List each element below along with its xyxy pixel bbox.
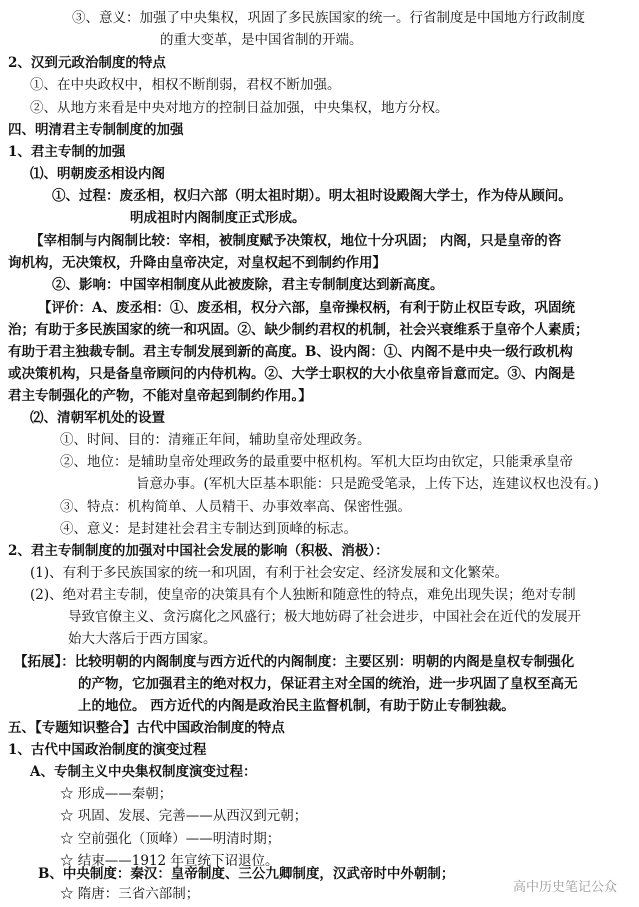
text-line: 君主专制强化的产物，不能对皇帝起到制约作用。】: [8, 388, 312, 404]
text-line: ④、意义：是封建社会君主专制达到顶峰的标志。: [60, 521, 357, 537]
section-heading: 四、明清君主专制制度的加强: [8, 122, 184, 138]
text-line: 上的地位。 西方近代的内阁是政治民主监督机制，有助于防止专制独裁。: [78, 698, 515, 714]
text-line: (2)、绝对君主专制，使皇帝的决策具有个人独断和随意性的特点，难免出现失误；绝对专制: [30, 587, 576, 603]
text-line: 明成祖时内阁制度正式形成。: [130, 210, 306, 226]
subsection-heading: A、专制主义中央集权制度演变过程：: [30, 764, 257, 780]
text-line: 的重大变革，是中国省制的开端。: [160, 32, 363, 48]
text-line: 旨意办事。(军机大臣基本职能：只是跪受笔录，上传下达，连建议权也没有。): [136, 476, 599, 492]
section-heading: 五、【专题知识整合】古代中国政治制度的特点: [8, 720, 285, 736]
section-heading: 1、古代中国政治制度的演变过程: [8, 742, 207, 758]
text-line: ②、地位：是辅助皇帝处理政务的最重要中枢机构。军机大臣均由钦定，只能秉承皇帝: [60, 454, 573, 470]
text-line: 始大大落后于西方国家。: [68, 631, 217, 647]
text-line: ③、意义：加强了中央集权，巩固了多民族国家的统一。行省制度是中国地方行政制度: [72, 10, 585, 26]
list-item: ☆ 空前强化（顶峰）——明清时期；: [60, 831, 281, 847]
subsection-heading: ⑵、清朝军机处的设置: [30, 410, 165, 426]
text-line: 【宰相制与内阁制比较：宰相，被制度赋予决策权，地位十分巩固； 内阁，只是皇帝的咨: [30, 233, 562, 249]
text-line: ②、从地方来看是中央对地方的控制日益加强，中央集权，地方分权。: [30, 100, 449, 116]
subsection-heading: B、中央制度：秦汉：皇帝制度、三公九卿制度，汉武帝时中外朝制；: [38, 866, 455, 882]
text-line: ③、特点：机构简单、人员精干、办事效率高、保密性强。: [60, 499, 411, 515]
list-item: ☆ 形成——秦朝；: [60, 786, 173, 802]
section-heading: 2、汉到元政治制度的特点: [8, 55, 166, 71]
text-line: ①、时间、目的：清雍正年间，辅助皇帝处理政务。: [60, 432, 371, 448]
text-line: ①、过程：废丞相，权归六部（明太祖时期）。明太祖时设殿阁大学士，作为侍从顾问。: [52, 188, 572, 204]
list-item: ☆ 结束——1912 年宣统下诏退位。: [60, 853, 279, 869]
text-line: 【拓展】：比较明朝的内阁制度与西方近代的内阁制度：主要区别：明朝的内阁是皇权专制强化: [14, 654, 575, 670]
subsection-heading: ⑴、明朝废丞相设内阁: [30, 166, 165, 182]
text-line: 有助于君主独裁专制。君主专制发展到新的高度。B、设内阁：①、内阁不是中央一级行政机构: [8, 344, 573, 360]
text-line: 询机构，无决策权，升降由皇帝决定，对皇权起不到制约作用】: [8, 255, 386, 271]
text-line: 或决策机构，只是备皇帝顾问的内侍机构。②、大学士职权的大小依皇帝旨意而定。③、内阁是: [8, 366, 575, 382]
section-heading: 2、君主专制制度的加强对中国社会发展的影响（积极、消极）：: [8, 543, 389, 559]
text-line: 导致官僚主义、贪污腐化之风盛行；极大地妨碍了社会进步，中国社会在近代的发展开: [68, 609, 581, 625]
list-item: ☆ 隋唐：三省六部制；: [60, 886, 200, 902]
section-heading: 1、君主专制的加强: [8, 144, 126, 160]
text-line: 治；有助于多民族国家的统一和巩固。②、缺少制约君权的机制，社会兴衰维系于皇帝个人素质；: [8, 322, 589, 338]
text-line: 的产物，它加强君主的绝对权力，保证君主对全国的统治，进一步巩固了皇权至高无: [78, 676, 578, 692]
text-line: 【评价：A、废丞相：①、废丞相，权分六部，皇帝操权柄，有利于防止权臣专政，巩固统: [38, 300, 575, 316]
text-line: (1)、有利于多民族国家的统一和巩固，有利于社会安定、经济发展和文化繁荣。: [30, 565, 509, 581]
text-line: ②、影响：中国宰相制度从此被废除，君主专制制度达到新高度。: [52, 277, 444, 293]
watermark: 高中历史笔记公众: [512, 880, 617, 895]
text-line: ①、在中央政权中，相权不断削弱，君权不断加强。: [30, 77, 341, 93]
list-item: ☆ 巩固、发展、完善——从西汉到元朝；: [60, 808, 308, 824]
